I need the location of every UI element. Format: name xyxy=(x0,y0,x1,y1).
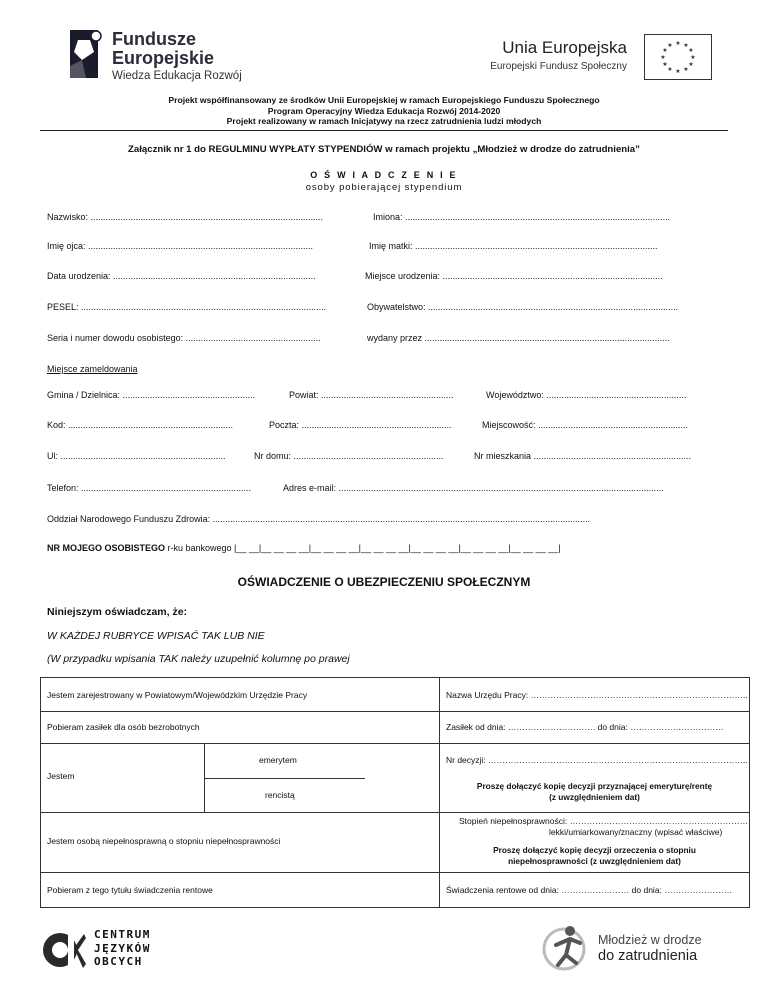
row2-answer-box[interactable] xyxy=(364,712,439,743)
nazwisko-field[interactable]: Nazwisko: ............................................................................................. xyxy=(47,212,324,222)
row4-label: Jestem osobą niepełnosprawną o stopniu niepełnosprawności xyxy=(47,836,281,846)
project-line: Program Operacyjny Wiedza Edukacja Rozwój 2014-2020 xyxy=(267,105,501,116)
row4-detail[interactable]: Stopień niepełnosprawności: ……………………………………………………… xyxy=(459,816,749,826)
svg-text:★: ★ xyxy=(683,66,689,73)
row5-detail[interactable]: Świadczenia rentowe od dnia: …………………… do dnia: …………………… xyxy=(446,885,733,895)
row-divider xyxy=(204,778,364,779)
svg-text:★: ★ xyxy=(683,42,689,49)
row3-rencista-answer-box[interactable] xyxy=(364,779,439,812)
social-insurance-table xyxy=(40,677,750,908)
miejsce-zameldowania-heading: Miejsce zameldowania xyxy=(47,364,138,374)
ulica-field[interactable]: Ul: .................................................................. xyxy=(47,451,226,461)
row2-detail[interactable]: Zasiłek od dnia: …………………………. do dnia: …………………………… xyxy=(446,722,724,732)
bank-account-label: NR MOJEGO OSOBISTEGO xyxy=(47,543,166,553)
imie-matki-field[interactable]: Imię matki: ................................................................................................. xyxy=(369,241,658,251)
svg-text:★: ★ xyxy=(660,54,666,61)
divider xyxy=(40,130,728,131)
mlodziez-w-drodze-logo-icon xyxy=(540,921,592,973)
centrum-jezykow-obcych-logo-icon xyxy=(40,926,86,972)
mlo-line1: Młodzież w drodze xyxy=(598,933,702,947)
row1-label: Jestem zarejestrowany w Powiatowym/Wojewódzkim Urzędzie Pracy xyxy=(47,690,308,700)
wojewodztwo-field[interactable]: Województwo: ........................................................ xyxy=(486,390,687,400)
note-line: Proszę dołączyć kopię decyzji orzeczenia o stopniu xyxy=(493,845,696,855)
svg-text:★: ★ xyxy=(662,61,668,68)
svg-text:★: ★ xyxy=(662,47,668,54)
imie-ojca-field[interactable]: Imię ojca: .......................................................................................... xyxy=(47,241,314,251)
fe-line2: Europejskie xyxy=(112,48,215,68)
svg-text:★: ★ xyxy=(675,68,681,75)
kod-field[interactable]: Kod: .................................................................. xyxy=(47,420,234,430)
eu-flag-icon xyxy=(644,34,712,80)
cjo-line: OBCYCH xyxy=(94,955,143,968)
row4-note xyxy=(440,845,749,867)
svg-text:★: ★ xyxy=(688,47,694,54)
miejscowosc-field[interactable]: Miejscowość: ............................................................ xyxy=(482,420,689,430)
row5-answer-box[interactable] xyxy=(364,873,439,907)
row3-emeryt-answer-box[interactable] xyxy=(364,744,439,778)
gmina-field[interactable]: Gmina / Dzielnica: ..................................................... xyxy=(47,390,256,400)
instruction-text: W KAŻDEJ RUBRYCE WPISAĆ TAK LUB NIE xyxy=(47,630,265,642)
column-divider xyxy=(204,743,205,812)
row3-label: Jestem xyxy=(47,771,75,781)
fe-line1: Fundusze xyxy=(112,29,196,49)
nfz-field[interactable]: Oddział Narodowego Funduszu Zdrowia: ....................................................................................................................................................... xyxy=(47,514,591,524)
row3-sub-rencista: rencistą xyxy=(265,790,295,800)
instruction-note: (W przypadku wpisania TAK należy uzupełnić kolumnę po prawej xyxy=(47,653,350,665)
svg-text:★: ★ xyxy=(675,40,681,47)
note-line: Proszę dołączyć kopię decyzji przyznającej emeryturę/rentę xyxy=(476,781,713,791)
fundusze-europejskie-logo-icon xyxy=(68,26,104,82)
row1-answer-box[interactable] xyxy=(364,678,439,711)
dowod-field[interactable]: Seria i numer dowodu osobistego: ...................................................... xyxy=(47,333,321,343)
email-field[interactable]: Adres e-mail: .................................................................................................................................. xyxy=(283,483,664,493)
obywatelstwo-field[interactable]: Obywatelstwo: .................................................................................................... xyxy=(367,302,679,312)
social-insurance-title: OŚWIADCZENIE O UBEZPIECZENIU SPOŁECZNYM xyxy=(237,575,531,589)
row3-note xyxy=(440,781,749,803)
row5-label: Pobieram z tego tytułu świadczenia rentowe xyxy=(47,885,213,895)
miejsce-urodzenia-field[interactable]: Miejsce urodzenia: ........................................................................................ xyxy=(365,271,663,281)
fundusze-europejskie-logo-text xyxy=(112,30,242,82)
declaration-text: Niniejszym oświadczam, że: xyxy=(47,606,188,618)
imiona-field[interactable]: Imiona: .......................................................................................................... xyxy=(373,212,671,222)
nr-mieszkania-field[interactable]: Nr mieszkania ............................................................... xyxy=(474,451,692,461)
pesel-field[interactable]: PESEL: .................................................................................................. xyxy=(47,302,327,312)
bank-account-field[interactable] xyxy=(47,543,561,553)
powiat-field[interactable]: Powiat: ..................................................... xyxy=(289,390,454,400)
svg-text:★: ★ xyxy=(667,42,673,49)
statement-title: O Ś W I A D C Z E N I E xyxy=(310,170,458,180)
row4-detail-options: lekki/umiarkowany/znaczny (wpisać właściwe) xyxy=(549,827,723,837)
nr-domu-field[interactable]: Nr domu: ............................................................ xyxy=(254,451,444,461)
project-line: Projekt współfinansowany ze środków Unii Europejskiej w ramach Europejskiego Funduszu Społecznego xyxy=(168,95,600,105)
note-line: niepełnosprawności (z uwzględnieniem dat) xyxy=(508,856,681,866)
svg-text:★: ★ xyxy=(690,54,696,61)
row3-sub-emerytem: emerytem xyxy=(259,755,297,765)
cjo-line: JĘZYKÓW xyxy=(94,941,151,955)
poczta-field[interactable]: Poczta: ............................................................ xyxy=(269,420,452,430)
bank-account-boxes: r-ku bankowego |__ __|__ __ __ __|__ __ __ __|__ __ __ __|__ __ __ __|__ __ __ __|__ __ __ __| xyxy=(165,543,561,553)
ue-line1: Unia Europejska xyxy=(502,38,627,57)
row2-label: Pobieram zasiłek dla osób bezrobotnych xyxy=(47,722,200,732)
mlo-line2: do zatrudnienia xyxy=(598,948,698,964)
fe-line3: Wiedza Edukacja Rozwój xyxy=(112,70,242,82)
cjo-line: CENTRUM xyxy=(94,928,151,941)
svg-text:★: ★ xyxy=(667,66,673,73)
mlodziez-w-drodze-logo-text xyxy=(598,933,702,965)
row4-answer-box[interactable] xyxy=(364,813,439,872)
row3-detail[interactable]: Nr decyzji: ……………………………………………………………………………….. xyxy=(446,755,748,765)
ue-line2: Europejski Fundusz Społeczny xyxy=(490,61,627,72)
statement-subtitle: osoby pobierającej stypendium xyxy=(305,182,463,193)
unia-europejska-logo-text xyxy=(485,38,627,72)
project-info xyxy=(40,95,728,127)
project-line: Projekt realizowany w ramach Inicjatywy na rzecz zatrudnienia ludzi młodych xyxy=(226,116,542,126)
svg-text:★: ★ xyxy=(688,61,694,68)
wydany-field[interactable]: wydany przez .................................................................................................. xyxy=(367,333,670,343)
attachment-title: Załącznik nr 1 do REGULMINU WYPŁATY STYPENDIÓW w ramach projektu „Młodzież w drodze do zatrudnienia” xyxy=(128,144,640,155)
telefon-field[interactable]: Telefon: .................................................................... xyxy=(47,483,252,493)
row1-detail[interactable]: Nazwa Urzędu Pracy: ………………………………………………………………….. xyxy=(446,690,748,700)
data-urodzenia-field[interactable]: Data urodzenia: ................................................................................. xyxy=(47,271,316,281)
note-line: (z uwzględnieniem dat) xyxy=(549,792,640,802)
centrum-jezykow-obcych-logo-text xyxy=(94,928,151,969)
